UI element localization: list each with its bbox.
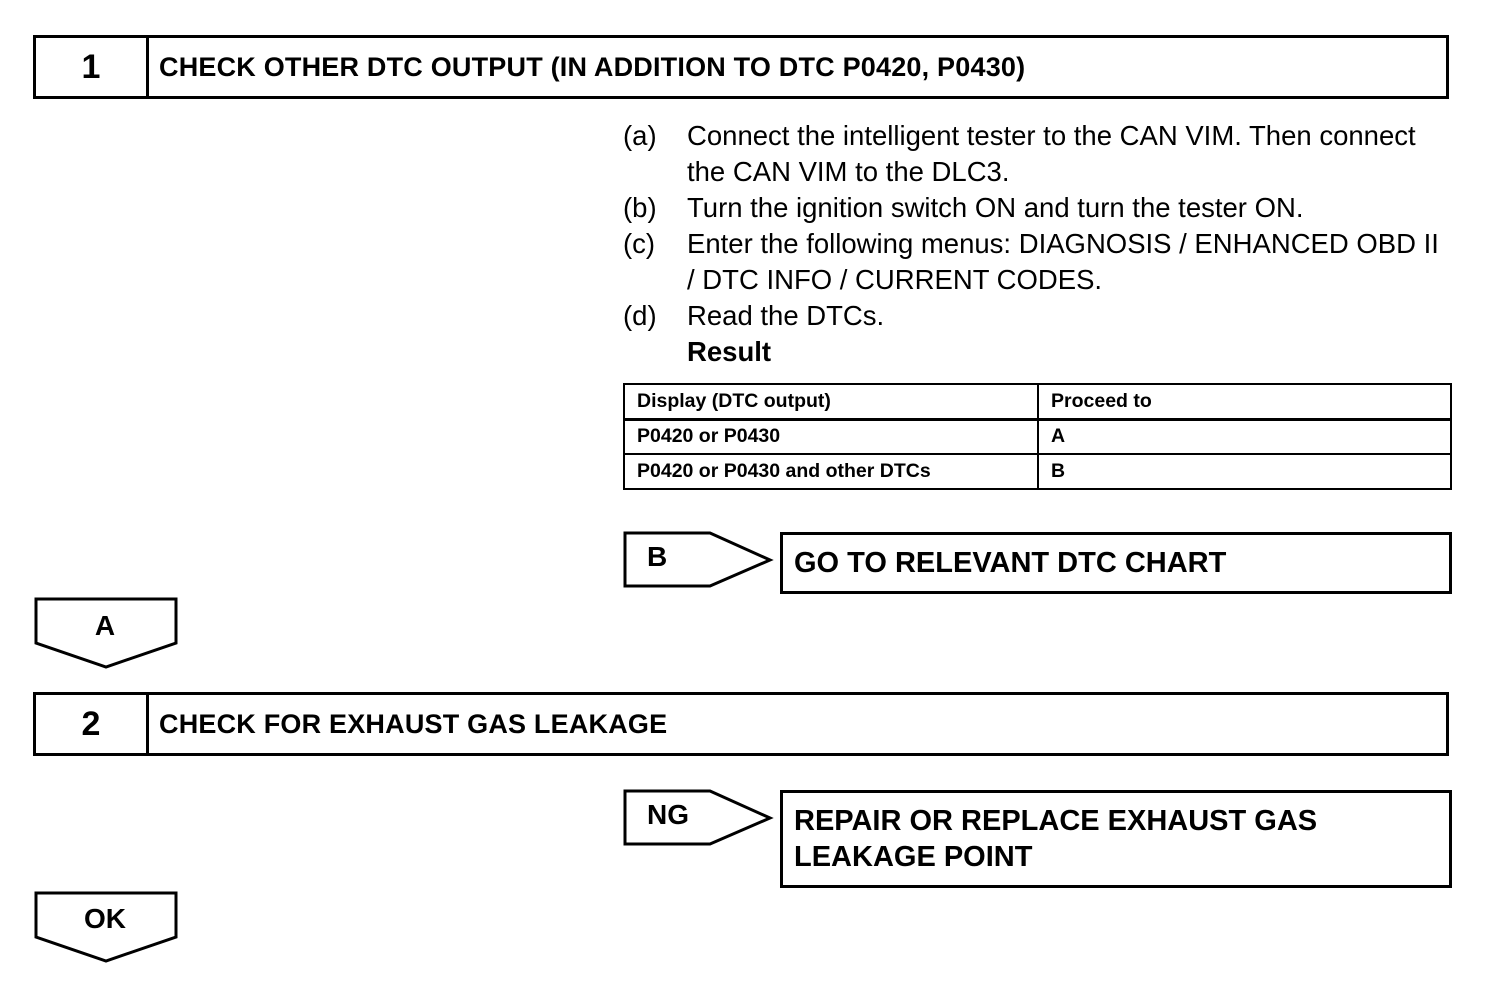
- table-cell: P0420 or P0430: [624, 419, 1038, 454]
- branch-b-target-text: GO TO RELEVANT DTC CHART: [794, 547, 1227, 579]
- instruction-text: Enter the following menus: DIAGNOSIS / ENHANCED OBD II / DTC INFO / CURRENT CODES.: [687, 228, 1439, 295]
- step-1-instructions: [623, 118, 1453, 370]
- table-cell: B: [1038, 454, 1451, 489]
- branch-ng-arrow-icon: [622, 788, 774, 848]
- instruction-c: [623, 226, 1453, 298]
- branch-ng-target: [780, 790, 1452, 888]
- instruction-d: [623, 298, 1453, 334]
- instruction-text: Connect the intelligent tester to the CAN VIM. Then connect the CAN VIM to the DLC3.: [687, 120, 1416, 187]
- table-header-cell: Proceed to: [1038, 384, 1451, 419]
- result-table: [623, 383, 1452, 490]
- branch-b-target: [780, 532, 1452, 594]
- instruction-text: Turn the ignition switch ON and turn the tester ON.: [687, 192, 1304, 223]
- table-header-cell: Display (DTC output): [624, 384, 1038, 419]
- instruction-letter: (b): [623, 192, 657, 223]
- branch-b-arrow-icon: [622, 530, 774, 590]
- step-1-header: [33, 35, 1449, 99]
- table-cell: A: [1038, 419, 1451, 454]
- table-row: [624, 419, 1451, 454]
- instruction-a: [623, 118, 1453, 190]
- table-cell: P0420 or P0430 and other DTCs: [624, 454, 1038, 489]
- step-2-header: [33, 692, 1449, 756]
- down-arrow-a-label: A: [94, 610, 116, 641]
- table-row: [624, 454, 1451, 489]
- branch-b-label: B: [647, 541, 668, 572]
- result-label: Result: [687, 336, 772, 367]
- table-header-row: [624, 384, 1451, 419]
- branch-ng-label: NG: [647, 799, 689, 830]
- step-2-number: 2: [36, 695, 149, 753]
- step-2-title: CHECK FOR EXHAUST GAS LEAKAGE: [159, 708, 668, 739]
- instruction-b: [623, 190, 1453, 226]
- instruction-letter: (a): [623, 120, 657, 151]
- step-1-number: 1: [36, 38, 149, 96]
- instruction-letter: (d): [623, 300, 657, 331]
- step-1-title: CHECK OTHER DTC OUTPUT (IN ADDITION TO DTC P0420, P0430): [159, 51, 1026, 82]
- branch-ng-target-text: REPAIR OR REPLACE EXHAUST GAS LEAKAGE POINT: [794, 805, 1318, 873]
- instruction-text: Read the DTCs.: [687, 300, 885, 331]
- down-arrow-ok-label: OK: [84, 903, 126, 934]
- instruction-letter: (c): [623, 228, 656, 259]
